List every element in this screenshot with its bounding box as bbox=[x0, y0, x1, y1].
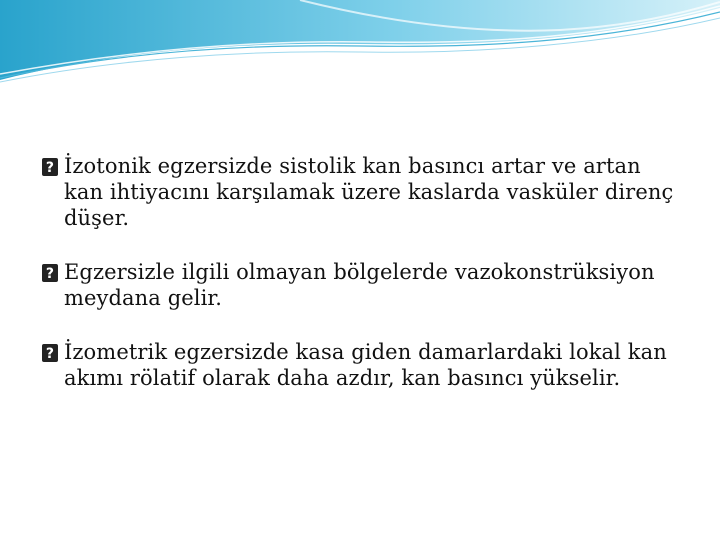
bullet-text: Egzersizle ilgili olmayan bölgelerde vazokonstrüksiyon meydana gelir. bbox=[64, 260, 655, 310]
bullet-icon bbox=[42, 264, 58, 282]
bullet-list bbox=[42, 153, 682, 419]
bullet-icon bbox=[42, 344, 58, 362]
wave-fill bbox=[0, 0, 720, 80]
bullet-item bbox=[42, 339, 682, 391]
bullet-icon bbox=[42, 158, 58, 176]
header-wave-decoration bbox=[0, 0, 720, 90]
bullet-item bbox=[42, 259, 682, 311]
bullet-item bbox=[42, 153, 682, 231]
bullet-text: İzometrik egzersizde kasa giden damarlardaki lokal kan akımı rölatif olarak daha azdır, kan basıncı yükselir. bbox=[64, 340, 667, 390]
bullet-text: İzotonik egzersizde sistolik kan basıncı artar ve artan kan ihtiyacını karşılamak üzere kaslarda vasküler direnç düşer. bbox=[64, 154, 674, 230]
